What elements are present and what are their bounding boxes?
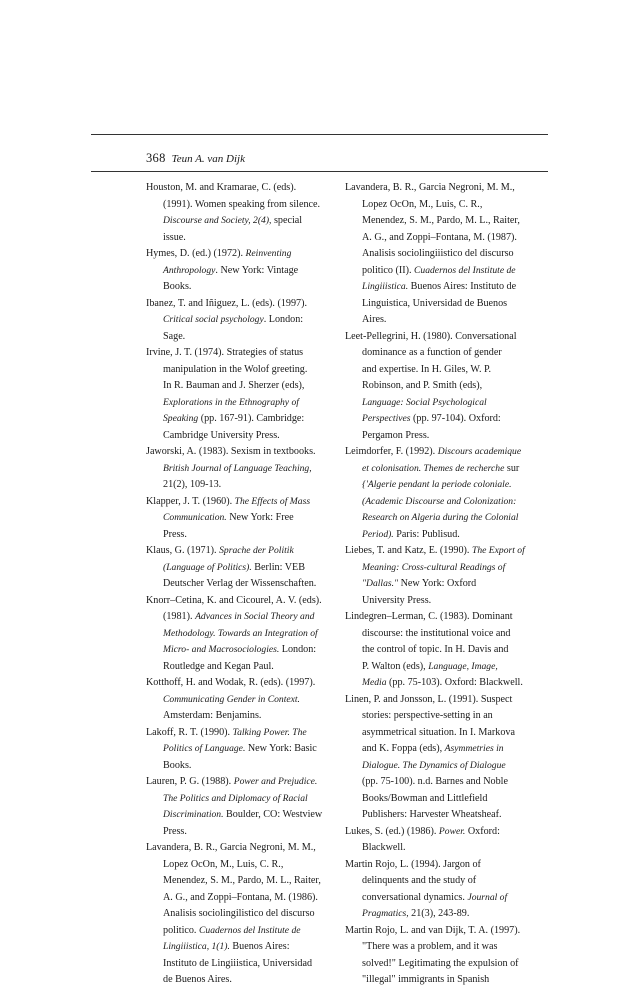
reference-line <box>146 411 350 428</box>
reference-line <box>146 659 350 676</box>
reference-entry <box>146 444 350 494</box>
reference-line <box>345 329 550 346</box>
reference-entry <box>345 609 550 692</box>
reference-line <box>146 626 350 643</box>
reference-entry <box>146 246 350 296</box>
reference-line <box>146 890 350 907</box>
reference-text: delinquents and the study of <box>362 875 477 886</box>
reference-text: issue. <box>163 231 186 243</box>
reference-line <box>345 197 550 214</box>
reference-entry <box>345 543 550 609</box>
reference-italic-text: Cuadernos del Institute de <box>199 924 301 936</box>
reference-text: Martin Rojo, L. (1994). Jargon of <box>345 858 481 870</box>
reference-line <box>345 477 550 494</box>
reference-text: . London: <box>263 314 304 325</box>
reference-line <box>146 774 350 791</box>
reference-line <box>345 263 550 280</box>
reference-text: Kotthoff, H. and Wodak, R. (eds). (1997). <box>146 677 316 688</box>
reference-entry <box>146 675 350 725</box>
reference-line <box>345 213 550 230</box>
reference-line <box>146 543 350 560</box>
reference-italic-text: (Academic Discourse and Colonization: <box>362 495 517 507</box>
reference-text: (pp. 75-103). Oxford: Blackwell. <box>386 677 523 688</box>
reference-text: and expertise. In H. Giles, W. P. <box>362 363 492 375</box>
reference-text: Leimdorfer, F. (1992). <box>345 446 438 457</box>
reference-text: "There was a problem, and it was <box>362 941 498 952</box>
reference-line <box>345 461 550 478</box>
reference-line <box>345 279 550 296</box>
reference-italic-text: Discours academique <box>437 446 522 457</box>
reference-italic-text: Perspectives <box>362 413 411 424</box>
reference-line <box>345 296 550 313</box>
reference-line <box>146 840 350 857</box>
reference-text: Aires. <box>362 314 387 325</box>
reference-line <box>345 444 550 461</box>
reference-text: Hymes, D. (ed.) (1972). <box>146 248 246 259</box>
reference-line <box>146 824 350 841</box>
reference-line <box>146 956 350 973</box>
reference-italic-text: Research on Algeria during the Colonial <box>362 512 519 523</box>
reference-entry <box>345 857 550 923</box>
reference-text: New York: Free <box>226 512 294 523</box>
reference-line <box>146 708 350 725</box>
reference-text: conversational dynamics. <box>362 891 468 903</box>
reference-text: Analisis sociolingilistico del discurso <box>163 908 315 919</box>
reference-entry <box>345 692 550 824</box>
reference-text: Boulder, CO: Westview <box>223 809 323 820</box>
reference-line <box>345 956 550 973</box>
reference-italic-text: Sprache der Politik <box>219 545 294 556</box>
reference-text: (pp. 167-91). Cambridge: <box>198 413 305 424</box>
reference-italic-text: Language: Social Psychological <box>362 396 487 408</box>
reference-text: Lukes, S. (ed.) (1986). <box>345 825 439 837</box>
reference-text: . New York: Vintage <box>215 264 299 276</box>
header-rule <box>91 171 548 172</box>
reference-italic-text: Power and Prejudice. <box>233 776 318 787</box>
reference-line <box>146 642 350 659</box>
reference-line <box>345 230 550 247</box>
reference-italic-text: British Journal of Language Teaching, <box>163 462 312 474</box>
reference-line <box>345 411 550 428</box>
reference-line <box>345 890 550 907</box>
reference-line <box>146 857 350 874</box>
reference-text: (pp. 75-100). n.d. Barnes and Noble <box>362 776 508 787</box>
reference-line <box>146 560 350 577</box>
reference-italic-text: Communication. <box>163 512 227 523</box>
reference-italic-text: (Language of Politics). <box>163 561 252 573</box>
reference-line <box>146 939 350 956</box>
reference-text: Robinson, and P. Smith (eds), <box>362 380 483 391</box>
reference-italic-text: Lingiiistica. <box>362 281 409 292</box>
reference-italic-text: Period). <box>362 528 394 540</box>
reference-text: Lavandera, B. R., Garcia Negroni, M. M., <box>146 842 316 853</box>
reference-text: Lopez OcOn, M., Luis, C. R., <box>163 858 284 870</box>
reference-line <box>345 939 550 956</box>
reference-line <box>345 659 550 676</box>
reference-line <box>146 477 350 494</box>
reference-line <box>146 180 350 197</box>
reference-line <box>146 378 350 395</box>
reference-italic-text: Methodology. Towards an Integration of <box>163 627 318 639</box>
reference-text: Books. <box>163 281 192 292</box>
reference-text: Ibanez, T. and Iñiguez, L. (eds). (1997). <box>146 297 307 309</box>
reference-entry <box>146 296 350 346</box>
reference-text: the control of topic. In H. Davis and <box>362 644 509 655</box>
reference-line <box>345 708 550 725</box>
reference-line <box>146 444 350 461</box>
reference-line <box>146 461 350 478</box>
reference-line <box>146 741 350 758</box>
reference-text: politico (II). <box>362 264 415 276</box>
reference-text: Menendez, S. M., Pardo, M. L., Raiter, <box>163 875 321 886</box>
reference-text: Publishers: Harvester Wheatsheaf. <box>362 809 502 820</box>
reference-line <box>345 560 550 577</box>
reference-italic-text: Critical social psychology <box>163 314 264 325</box>
reference-line <box>146 791 350 808</box>
reference-line <box>345 824 550 841</box>
reference-italic-text: Lingiiistica, 1(1). <box>163 941 230 952</box>
reference-italic-text: Cuadernos del Institute de <box>414 264 516 276</box>
reference-line <box>345 923 550 940</box>
reference-line <box>345 510 550 527</box>
reference-italic-text: et colonisation. Themes de recherche <box>362 462 505 474</box>
reference-italic-text: {'Algerie pendant la periode coloniale. <box>362 479 512 490</box>
reference-line <box>345 840 550 857</box>
reference-text: Deutscher Verlag der Wissenschaften. <box>163 578 317 589</box>
reference-line <box>345 312 550 329</box>
reference-line <box>146 675 350 692</box>
reference-text: P. Walton (eds), <box>362 660 429 672</box>
reference-line <box>345 774 550 791</box>
reference-text: Berlin: VEB <box>251 561 305 573</box>
reference-entry <box>146 840 350 989</box>
top-rule <box>91 134 548 135</box>
reference-italic-text: Politics of Language. <box>163 743 246 754</box>
running-header <box>146 150 245 167</box>
reference-line <box>345 642 550 659</box>
reference-line <box>345 741 550 758</box>
reference-line <box>345 692 550 709</box>
reference-text: solved!" Legitimating the expulsion of <box>362 957 519 969</box>
reference-line <box>146 312 350 329</box>
reference-line <box>345 576 550 593</box>
reference-line <box>146 807 350 824</box>
reference-line <box>146 263 350 280</box>
reference-line <box>146 296 350 313</box>
reference-entry <box>345 329 550 445</box>
reference-line <box>345 345 550 362</box>
reference-entry <box>345 824 550 857</box>
reference-line <box>146 758 350 775</box>
reference-text: and K. Foppa (eds), <box>362 743 445 754</box>
reference-text: Lavandera, B. R., Garcia Negroni, M. M., <box>345 182 515 193</box>
reference-line <box>345 758 550 775</box>
reference-text: A. G., and Zoppi–Fontana, M. (1986). <box>163 891 318 903</box>
reference-italic-text: The Politics and Diplomacy of Racial <box>163 792 308 804</box>
reference-line <box>345 675 550 692</box>
reference-line <box>146 395 350 412</box>
reference-italic-text: Talking Power. The <box>232 726 307 738</box>
reference-italic-text: Language, Image, <box>428 660 498 672</box>
reference-text: Books/Bowman and Littlefield <box>362 792 488 804</box>
reference-text: stories: perspective-setting in an <box>362 710 493 721</box>
reference-entry <box>345 444 550 543</box>
reference-italic-text: Meaning: Cross-cultural Readings of <box>362 561 506 573</box>
reference-line <box>345 180 550 197</box>
reference-text: sur <box>504 462 520 474</box>
reference-line <box>146 692 350 709</box>
reference-line <box>146 725 350 742</box>
reference-italic-text: Power. <box>438 825 466 837</box>
reference-text: Routledge and Kegan Paul. <box>163 660 274 672</box>
reference-italic-text: Journal of <box>467 891 508 903</box>
reference-entry <box>146 180 350 246</box>
reference-text: London: <box>279 644 317 655</box>
reference-text: (1981). <box>163 611 196 622</box>
reference-text: New York: Basic <box>245 743 317 754</box>
reference-line <box>345 362 550 379</box>
reference-text: In R. Bauman and J. Sherzer (eds), <box>163 380 305 391</box>
reference-line <box>146 197 350 214</box>
reference-line <box>146 213 350 230</box>
reference-line <box>146 428 350 445</box>
reference-text: Buenos Aires: Instituto de <box>408 281 517 292</box>
reference-text: Buenos Aires: <box>229 941 290 952</box>
running-head-author: Teun A. van Dijk <box>171 153 245 165</box>
reference-line <box>146 510 350 527</box>
reference-text: (1991). Women speaking from silence. <box>163 198 321 210</box>
reference-text: discourse: the institutional voice and <box>362 627 511 639</box>
reference-line <box>345 873 550 890</box>
reference-line <box>345 609 550 626</box>
reference-italic-text: Reinventing <box>245 248 292 259</box>
reference-line <box>345 378 550 395</box>
reference-line <box>146 246 350 263</box>
reference-line <box>345 725 550 742</box>
reference-text: Jaworski, A. (1983). Sexism in textbooks. <box>146 446 316 457</box>
reference-text: Linen, P. and Jonsson, L. (1991). Suspect <box>345 693 513 705</box>
reference-text: special <box>271 215 303 226</box>
reference-line <box>146 576 350 593</box>
reference-line <box>345 626 550 643</box>
reference-text: 21(3), 243-89. <box>408 908 470 919</box>
reference-text: Amsterdam: Benjamins. <box>163 710 262 721</box>
reference-text: "illegal" immigrants in Spanish <box>362 974 490 985</box>
reference-text: Linguistica, Universidad de Buenos <box>362 297 508 309</box>
reference-text: Liebes, T. and Katz, E. (1990). <box>345 545 472 556</box>
reference-line <box>146 494 350 511</box>
reference-line <box>146 362 350 379</box>
reference-text: Analisis sociolingiiistico del discurso <box>362 248 514 259</box>
reference-text: de Buenos Aires. <box>163 974 232 985</box>
reference-text: dominance as a function of gender <box>362 347 502 358</box>
reference-text: Blackwell. <box>362 842 406 853</box>
reference-text: asymmetrical situation. In I. Markova <box>362 726 515 738</box>
reference-line <box>345 543 550 560</box>
reference-text: Paris: Publisud. <box>393 528 460 540</box>
reference-italic-text: The Export of <box>472 545 525 556</box>
reference-italic-text: Explorations in the Ethnography of <box>163 396 299 408</box>
reference-line <box>345 246 550 263</box>
reference-text: Books. <box>163 759 192 771</box>
reference-text: New York: Oxford <box>398 578 477 589</box>
reference-text: Knorr–Cetina, K. and Cicourel, A. V. (eds). <box>146 594 322 606</box>
reference-text: politico. <box>163 924 199 936</box>
reference-italic-text: Communicating Gender in Context. <box>163 693 300 705</box>
reference-line <box>146 527 350 544</box>
reference-italic-text: Anthropology <box>163 264 216 276</box>
reference-line <box>345 972 550 989</box>
reference-italic-text: Discourse and Society, 2(4), <box>163 215 272 226</box>
reference-text: Cambridge University Press. <box>163 429 280 441</box>
reference-entry <box>146 725 350 775</box>
reference-italic-text: Advances in Social Theory and <box>195 611 315 622</box>
reference-text: Leet-Pellegrini, H. (1980). Conversational <box>345 330 517 342</box>
reference-line <box>146 609 350 626</box>
reference-line <box>146 972 350 989</box>
references-left-column <box>146 180 350 989</box>
reference-text: Instituto de Lingiiistica, Universidad <box>163 957 313 969</box>
reference-text: Lopez OcOn, M., Luis, C. R., <box>362 198 483 210</box>
reference-line <box>146 923 350 940</box>
reference-entry <box>345 923 550 989</box>
reference-line <box>146 345 350 362</box>
reference-text: Houston, M. and Kramarae, C. (eds). <box>146 182 297 193</box>
reference-text: (pp. 97-104). Oxford: <box>410 413 501 424</box>
reference-text: Press. <box>163 528 187 540</box>
reference-italic-text: Asymmetries in <box>444 743 504 754</box>
reference-italic-text: The Effects of Mass <box>234 495 311 507</box>
reference-line <box>146 230 350 247</box>
reference-entry <box>146 494 350 544</box>
reference-text: 21(2), 109-13. <box>163 479 222 490</box>
reference-line <box>345 395 550 412</box>
reference-entry <box>345 180 550 329</box>
reference-line <box>345 593 550 610</box>
reference-entry <box>146 543 350 593</box>
reference-line <box>345 857 550 874</box>
reference-text: Press. <box>163 825 187 837</box>
reference-text: University Press. <box>362 594 432 606</box>
reference-line <box>345 906 550 923</box>
reference-italic-text: Discrimination. <box>163 809 224 820</box>
reference-text: Menendez, S. M., Pardo, M. L., Raiter, <box>362 215 520 226</box>
reference-text: Pergamon Press. <box>362 429 430 441</box>
reference-italic-text: "Dallas." <box>362 578 399 589</box>
references-right-column <box>345 180 550 989</box>
reference-italic-text: Micro- and Macrosociologies. <box>163 644 280 655</box>
reference-italic-text: Pragmatics, <box>362 908 409 919</box>
reference-entry <box>146 593 350 676</box>
reference-text: Lindegren–Lerman, C. (1983). Dominant <box>345 611 513 622</box>
reference-entry <box>146 345 350 444</box>
reference-line <box>345 791 550 808</box>
reference-text: A. G., and Zoppi–Fontana, M. (1987). <box>362 231 517 243</box>
page-number: 368 <box>146 151 166 165</box>
reference-line <box>146 906 350 923</box>
reference-line <box>345 428 550 445</box>
reference-italic-text: Speaking <box>163 413 199 424</box>
reference-line <box>146 593 350 610</box>
reference-text: Martin Rojo, L. and van Dijk, T. A. (1997). <box>345 924 521 936</box>
reference-italic-text: Dialogue. The Dynamics of Dialogue <box>362 759 506 771</box>
reference-line <box>345 494 550 511</box>
reference-line <box>146 329 350 346</box>
reference-line <box>146 873 350 890</box>
reference-text: Lakoff, R. T. (1990). <box>146 726 233 738</box>
reference-line <box>345 527 550 544</box>
reference-line <box>345 807 550 824</box>
reference-text: Irvine, J. T. (1974). Strategies of status <box>146 347 304 358</box>
reference-entry <box>146 774 350 840</box>
reference-text: Lauren, P. G. (1988). <box>146 776 234 787</box>
reference-text: Klaus, G. (1971). <box>146 545 220 556</box>
reference-text: Oxford: <box>465 825 500 837</box>
reference-text: manipulation in the Wolof greeting. <box>163 363 308 375</box>
reference-text: Sage. <box>163 330 186 342</box>
reference-italic-text: Media <box>362 677 387 688</box>
reference-text: Klapper, J. T. (1960). <box>146 495 235 507</box>
reference-line <box>146 279 350 296</box>
